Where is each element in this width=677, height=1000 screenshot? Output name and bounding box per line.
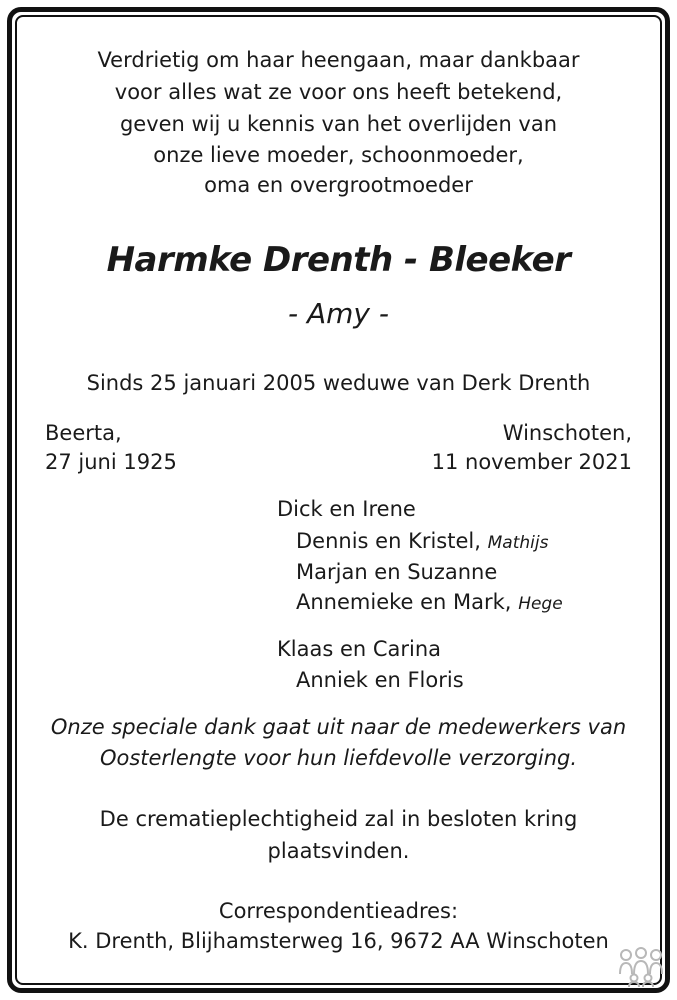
deceased-nickname: - Amy -: [287, 297, 389, 330]
member-names: Anniek en Floris: [296, 668, 464, 692]
birth-place: Beerta,: [45, 421, 122, 445]
family-head: Klaas en Carina: [277, 637, 442, 661]
intro-line: geven wij u kennis van het overlijden van: [119, 112, 558, 136]
family-group-icon: [618, 946, 664, 988]
deceased-name: Harmke Drenth - Bleeker: [106, 240, 571, 280]
member-names: Marjan en Suzanne: [296, 560, 498, 584]
thanks-line: Oosterlengte voor hun liefdevolle verzorging.: [99, 746, 578, 770]
widow-line: Sinds 25 januari 2005 weduwe van Derk Drenth: [86, 371, 591, 395]
member-names: Annemieke en Mark,: [296, 590, 512, 614]
member-names: Dennis en Kristel,: [296, 529, 481, 553]
correspondence-label: Correspondentieadres:: [218, 899, 459, 923]
family-head: Dick en Irene: [277, 497, 416, 521]
family-member: [296, 587, 563, 619]
intro-line: voor alles wat ze voor ons heeft betekend,: [114, 80, 563, 104]
family-member: [296, 665, 464, 695]
correspondence-address: K. Drenth, Blijhamsterweg 16, 9672 AA Winschoten: [68, 929, 609, 953]
ceremony-line: plaatsvinden.: [267, 839, 410, 863]
intro-line: onze lieve moeder, schoonmoeder,: [153, 143, 524, 167]
death-date: 11 november 2021: [431, 450, 632, 474]
member-children: Hege: [518, 594, 563, 614]
intro-line: oma en overgrootmoeder: [204, 173, 473, 197]
family-member: [296, 526, 548, 558]
thanks-line: Onze speciale dank gaat uit naar de medewerkers van: [50, 715, 627, 739]
death-place: Winschoten,: [502, 421, 632, 445]
member-children: Mathijs: [487, 533, 549, 553]
birth-date: 27 juni 1925: [45, 450, 177, 474]
ceremony-line: De crematieplechtigheid zal in besloten kring: [99, 807, 578, 831]
intro-line: Verdrietig om haar heengaan, maar dankbaar: [97, 48, 580, 72]
family-member: [296, 557, 497, 587]
